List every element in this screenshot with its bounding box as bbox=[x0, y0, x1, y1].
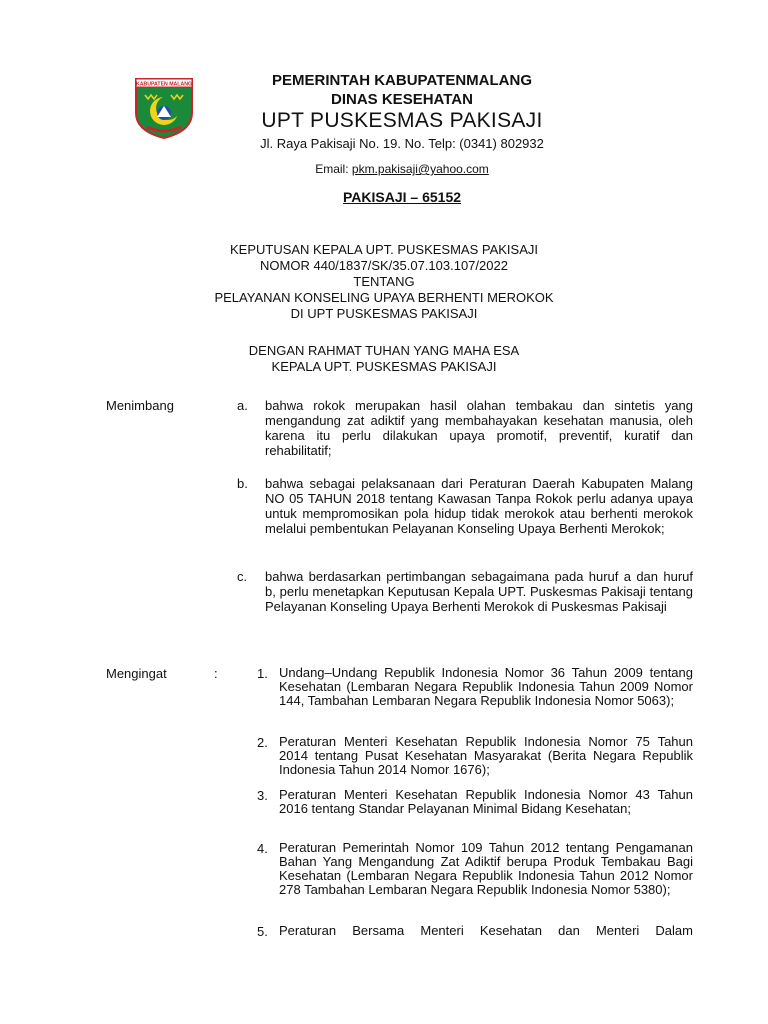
email-link[interactable]: pkm.pakisaji@yahoo.com bbox=[351, 162, 489, 176]
email-line bbox=[212, 162, 592, 176]
city-postal-code: PAKISAJI – 65152 bbox=[342, 189, 462, 205]
mengingat-marker-3: 3. bbox=[257, 788, 268, 803]
issuer: KEPALA UPT. PUSKESMAS PAKISAJI bbox=[271, 359, 497, 374]
svg-text:KABUPATEN MALANG: KABUPATEN MALANG bbox=[136, 81, 192, 88]
menimbang-marker-a: a. bbox=[237, 398, 248, 413]
mengingat-marker-5: 5. bbox=[257, 924, 268, 939]
mengingat-label: Mengingat bbox=[106, 666, 167, 681]
menimbang-item-a: bahwa rokok merupakan hasil olahan tembakau dan sintetis yang mengandung zat adiktif yang membahayakan kesehatan manusia, oleh karena itu perlu dilakukan upaya promotif, preventif, kuratif dan rehabilitatif; bbox=[265, 398, 693, 458]
decree-subject-2: DI UPT PUSKESMAS PAKISAJI bbox=[290, 306, 478, 321]
email-label: Email: bbox=[315, 162, 349, 176]
kabupaten-malang-logo bbox=[133, 77, 195, 139]
mengingat-colon: : bbox=[214, 666, 218, 681]
decree-tentang: TENTANG bbox=[353, 274, 415, 289]
government-name: PEMERINTAH KABUPATENMALANG bbox=[272, 72, 532, 89]
mengingat-item-5: Peraturan Bersama Menteri Kesehatan dan Menteri Dalam bbox=[279, 923, 693, 938]
mengingat-item-1: Undang–Undang Republik Indonesia Nomor 36 Tahun 2009 tentang Kesehatan (Lembaran Negara Republik Indonesia Tahun 2009 Nomor 144, Tambahan Lembaran Negara Republik Indonesia Nomor 5063); bbox=[279, 665, 693, 708]
decree-number: NOMOR 440/1837/SK/35.07.103.107/2022 bbox=[260, 258, 508, 273]
mengingat-marker-2: 2. bbox=[257, 735, 268, 750]
decree-subject-1: PELAYANAN KONSELING UPAYA BERHENTI MEROKOK bbox=[214, 290, 554, 305]
mengingat-item-2: Peraturan Menteri Kesehatan Republik Indonesia Nomor 75 Tahun 2014 tentang Pusat Kesehatan Masyarakat (Berita Negara Republik Indonesia Tahun 2014 Nomor 1676); bbox=[279, 734, 693, 777]
mengingat-item-4: Peraturan Pemerintah Nomor 109 Tahun 2012 tentang Pengamanan Bahan Yang Mengandung Zat Adiktif berupa Produk Tembakau Bagi Kesehatan (Lembaran Negara Republik Indonesia Tahun 2012 Nomor 278 Tambahan Lembaran Negara Republik Indonesia Nomor 5380); bbox=[279, 840, 693, 897]
mengingat-item-3: Peraturan Menteri Kesehatan Republik Indonesia Nomor 43 Tahun 2016 tentang Standar Pelayanan Minimal Bidang Kesehatan; bbox=[279, 787, 693, 816]
menimbang-label: Menimbang bbox=[106, 398, 174, 413]
mengingat-marker-4: 4. bbox=[257, 841, 268, 856]
menimbang-marker-b: b. bbox=[237, 476, 248, 491]
institution-name: UPT PUSKESMAS PAKISAJI bbox=[261, 109, 543, 132]
mengingat-marker-1: 1. bbox=[257, 666, 268, 681]
decree-title-1: KEPUTUSAN KEPALA UPT. PUSKESMAS PAKISAJI bbox=[229, 242, 538, 257]
invocation: DENGAN RAHMAT TUHAN YANG MAHA ESA bbox=[248, 343, 520, 358]
address-line: Jl. Raya Pakisaji No. 19. No. Telp: (0341) 802932 bbox=[260, 136, 544, 151]
menimbang-item-c: bahwa berdasarkan pertimbangan sebagaimana pada huruf a dan huruf b, perlu menetapkan Keputusan Kepala UPT. Puskesmas Pakisaji tentang Pelayanan Konseling Upaya Berhenti Merokok di Puskesmas Pakisaji bbox=[265, 569, 693, 614]
department-name: DINAS KESEHATAN bbox=[331, 91, 473, 108]
menimbang-marker-c: c. bbox=[237, 569, 248, 584]
menimbang-item-b: bahwa sebagai pelaksanaan dari Peraturan Daerah Kabupaten Malang NO 05 TAHUN 2018 tentang Kawasan Tanpa Rokok perlu adanya upaya untuk mempromosikan pola hidup tidak merokok atau berhenti merokok melalui pembentukan Pelayanan Konseling Upaya Berhenti Merokok; bbox=[265, 476, 693, 536]
